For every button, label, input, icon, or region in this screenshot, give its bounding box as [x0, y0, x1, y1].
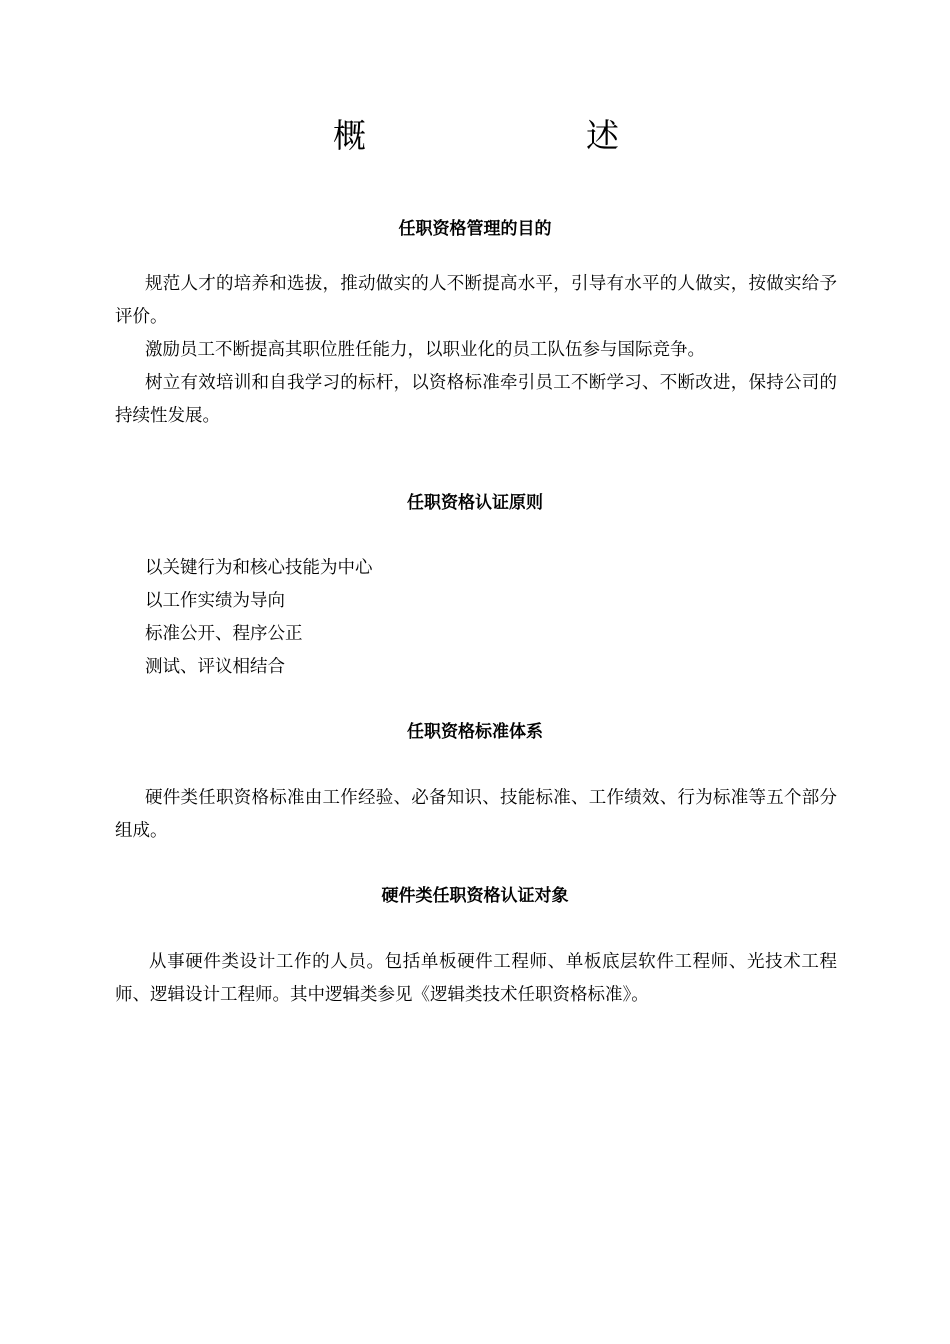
certification-targets-paragraph: 从事硬件类设计工作的人员。包括单板硬件工程师、单板底层软件工程师、光技术工程师、逻辑设计工程师。其中逻辑类参见《逻辑类技术任职资格标准》。	[115, 952, 837, 1005]
principle-item: 以工作实绩为导向	[145, 591, 285, 611]
purpose-paragraph-2: 激励员工不断提高其职位胜任能力，以职业化的员工队伍参与国际竞争。	[145, 340, 705, 360]
title-char-1: 概	[333, 116, 366, 155]
principle-item: 标准公开、程序公正	[145, 624, 303, 644]
section-heading-principles: 任职资格认证原则	[407, 493, 543, 513]
purpose-paragraph-1: 规范人才的培养和选拔，推动做实的人不断提高水平，引导有水平的人做实，按做实给予评价。	[115, 274, 837, 327]
principle-item: 以关键行为和核心技能为中心	[145, 558, 373, 578]
title-char-2: 述	[586, 116, 619, 155]
purpose-paragraph-3: 树立有效培训和自我学习的标杆，以资格标准牵引员工不断学习、不断改进，保持公司的持续性发展。	[115, 373, 837, 426]
page-title	[0, 112, 950, 160]
section-heading-standard-system: 任职资格标准体系	[407, 722, 543, 742]
section-heading-certification-targets: 硬件类任职资格认证对象	[381, 886, 569, 906]
section-heading-purpose: 任职资格管理的目的	[398, 219, 552, 239]
principle-item: 测试、评议相结合	[145, 657, 285, 677]
standard-system-paragraph: 硬件类任职资格标准由工作经验、必备知识、技能标准、工作绩效、行为标准等五个部分组成。	[115, 788, 837, 841]
